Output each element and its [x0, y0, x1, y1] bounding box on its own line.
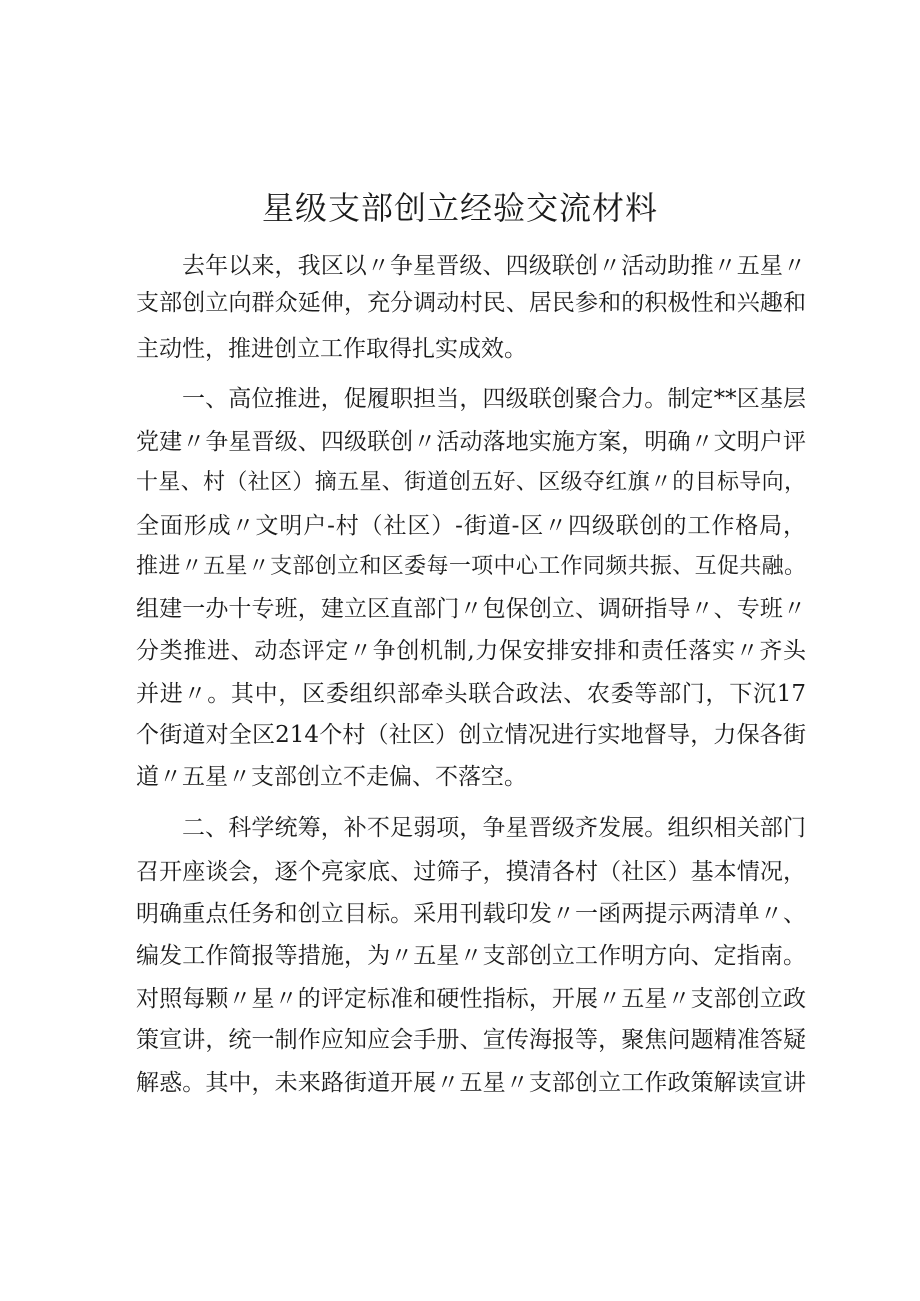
paragraph-2-line-4: 全面形成〃文明户-村（社区）-街道-区〃四级联创的工作格局， — [136, 513, 806, 539]
paragraph-2-line-2: 党建〃争星晋级、四级联创〃活动落地实施方案，明确〃文明户评 — [136, 429, 806, 455]
paragraph-2-line-3: 十星、村（社区）摘五星、街道创五好、区级夺红旗〃的目标导向， — [136, 470, 806, 495]
paragraph-3-line-4: 编发工作简报等措施，为〃五星〃支部创立工作明方向、定指南。 — [136, 943, 806, 969]
paragraph-2-line-1: 一、高位推进，促履职担当，四级联创聚合力。制定**区基层 — [182, 386, 806, 412]
paragraph-3-line-3: 明确重点任务和创立目标。采用刊载印发〃一函两提示两清单〃、 — [136, 901, 806, 927]
paragraph-3-line-2: 召开座谈会，逐个亮家底、过筛子，摸清各村（社区）基本情况， — [136, 859, 806, 885]
paragraph-1-line-1: 去年以来，我区以〃争星晋级、四级联创〃活动助推〃五星〃 — [182, 253, 806, 279]
paragraph-2-line-10: 道〃五星〃支部创立不走偏、不落空。 — [136, 764, 527, 790]
paragraph-3-line-5: 对照每颗〃星〃的评定标准和硬性指标，开展〃五星〃支部创立政 — [136, 986, 806, 1012]
paragraph-2-line-5: 推进〃五星〃支部创立和区委每一项中心工作同频共振、互促共融。 — [136, 554, 806, 579]
paragraph-3-line-6: 策宣讲，统一制作应知应会手册、宣传海报等，聚焦问题精准答疑 — [136, 1027, 806, 1053]
paragraph-2-line-8: 并进〃。其中，区委组织部牵头联合政法、农委等部门，下沉17 — [136, 681, 806, 707]
paragraph-2-line-6: 组建一办十专班，建立区直部门〃包保创立、调研指导〃、专班〃 — [136, 596, 806, 622]
paragraph-3-line-7: 解惑。其中，未来路街道开展〃五星〃支部创立工作政策解读宣讲 — [136, 1070, 806, 1096]
paragraph-2-line-9: 个街道对全区214个村（社区）创立情况进行实地督导，力保各街 — [136, 722, 806, 748]
document-title: 星级支部创立经验交流材料 — [261, 189, 658, 227]
paragraph-2-line-7: 分类推进、动态评定〃争创机制,力保安排安排和责任落实〃齐头 — [136, 638, 806, 664]
paragraph-1-line-3: 主动性，推进创立工作取得扎实成效。 — [136, 336, 527, 362]
paragraph-3-line-1: 二、科学统筹，补不足弱项，争星晋级齐发展。组织相关部门 — [182, 815, 806, 841]
paragraph-1-line-2: 支部创立向群众延伸，充分调动村民、居民参和的积极性和兴趣和 — [136, 290, 806, 316]
